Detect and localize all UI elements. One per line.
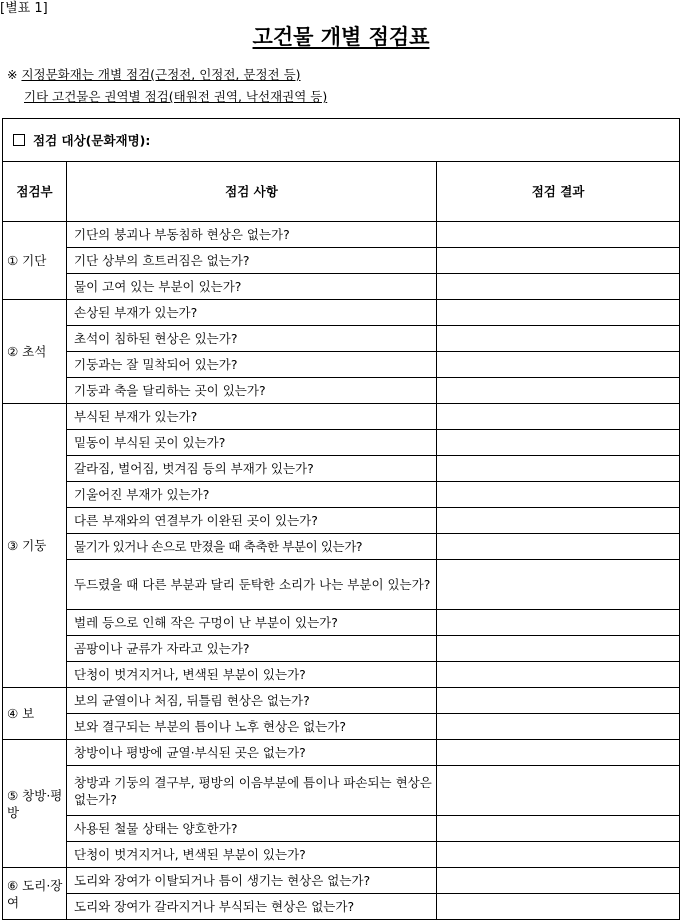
check-item: 물기가 있거나 손으로 만졌을 때 축축한 부분이 있는가? <box>67 534 437 560</box>
check-item: 초석이 침하된 현상은 있는가? <box>67 326 437 352</box>
check-item: 사용된 철물 상태는 양호한가? <box>67 816 437 842</box>
check-item: 밑동이 부식된 곳이 있는가? <box>67 430 437 456</box>
result-cell[interactable] <box>437 610 680 636</box>
header-part: 점검부 <box>3 162 67 222</box>
result-cell[interactable] <box>437 636 680 662</box>
result-cell[interactable] <box>437 482 680 508</box>
section-name: ⑤ 창방·평방 <box>3 740 67 868</box>
header-item: 점검 사항 <box>67 162 437 222</box>
result-cell[interactable] <box>437 688 680 714</box>
page-title-text: 고건물 개별 점검표 <box>252 25 430 49</box>
result-cell[interactable] <box>437 894 680 920</box>
section-name: ② 초석 <box>3 300 67 404</box>
check-item: 벌레 등으로 인해 작은 구멍이 난 부분이 있는가? <box>67 610 437 636</box>
note-line-2 <box>24 89 327 105</box>
result-cell[interactable] <box>437 248 680 274</box>
inspection-target-label: 점검 대상(문화재명): <box>33 132 151 148</box>
result-cell[interactable] <box>437 816 680 842</box>
result-cell[interactable] <box>437 300 680 326</box>
check-item: 단청이 벗겨지거나, 변색된 부분이 있는가? <box>67 842 437 868</box>
result-cell[interactable] <box>437 868 680 894</box>
result-cell[interactable] <box>437 842 680 868</box>
section-name: ③ 기둥 <box>3 404 67 688</box>
result-cell[interactable] <box>437 326 680 352</box>
note-mark: ※ <box>7 67 22 82</box>
checkbox-icon[interactable] <box>13 134 25 146</box>
inspection-table <box>2 118 680 920</box>
check-item: 두드렸을 때 다른 부분과 달리 둔탁한 소리가 나는 부분이 있는가? <box>67 560 437 610</box>
check-item: 기둥과는 잘 밀착되어 있는가? <box>67 352 437 378</box>
result-cell[interactable] <box>437 456 680 482</box>
check-item: 손상된 부재가 있는가? <box>67 300 437 326</box>
result-cell[interactable] <box>437 714 680 740</box>
check-item: 도리와 장여가 갈라지거나 부식되는 현상은 없는가? <box>67 894 437 920</box>
check-item: 물이 고여 있는 부분이 있는가? <box>67 274 437 300</box>
note-line-1-text: 지정문화재는 개별 점검(근정전, 인정전, 문정전 등) <box>21 67 301 82</box>
note-line-2-text: 기타 고건물은 권역별 점검(태원전 권역, 낙선재권역 등) <box>24 89 328 104</box>
section-name: ⑥ 도리·장여 <box>3 868 67 920</box>
result-cell[interactable] <box>437 352 680 378</box>
result-cell[interactable] <box>437 378 680 404</box>
check-item: 곰팡이나 균류가 자라고 있는가? <box>67 636 437 662</box>
section-name: ④ 보 <box>3 688 67 740</box>
result-cell[interactable] <box>437 662 680 688</box>
result-cell[interactable] <box>437 430 680 456</box>
check-item: 보와 결구되는 부분의 틈이나 노후 현상은 없는가? <box>67 714 437 740</box>
check-item: 다른 부재와의 연결부가 이완된 곳이 있는가? <box>67 508 437 534</box>
check-item: 기단의 붕괴나 부동침하 현상은 없는가? <box>67 222 437 248</box>
check-item: 부식된 부재가 있는가? <box>67 404 437 430</box>
header-result: 점검 결과 <box>437 162 680 222</box>
annex-label: [별표 1] <box>0 1 48 16</box>
inspection-target-row <box>3 119 680 162</box>
result-cell[interactable] <box>437 766 680 816</box>
check-item: 도리와 장여가 이탈되거나 틈이 생기는 현상은 없는가? <box>67 868 437 894</box>
check-item: 기울어진 부재가 있는가? <box>67 482 437 508</box>
check-item: 기단 상부의 흐트러짐은 없는가? <box>67 248 437 274</box>
check-item: 기둥과 축을 달리하는 곳이 있는가? <box>67 378 437 404</box>
section-name: ① 기단 <box>3 222 67 300</box>
check-item: 단청이 벗겨지거나, 변색된 부분이 있는가? <box>67 662 437 688</box>
result-cell[interactable] <box>437 508 680 534</box>
result-cell[interactable] <box>437 404 680 430</box>
result-cell[interactable] <box>437 740 680 766</box>
check-item: 창방과 기둥의 결구부, 평방의 이음부분에 틈이나 파손되는 현상은 없는가? <box>67 766 437 816</box>
note-line-1 <box>7 67 301 83</box>
result-cell[interactable] <box>437 534 680 560</box>
check-item: 보의 균열이나 처짐, 뒤틀림 현상은 없는가? <box>67 688 437 714</box>
page-title <box>0 22 682 52</box>
result-cell[interactable] <box>437 274 680 300</box>
result-cell[interactable] <box>437 222 680 248</box>
check-item: 창방이나 평방에 균열·부식된 곳은 없는가? <box>67 740 437 766</box>
result-cell[interactable] <box>437 560 680 610</box>
check-item: 갈라짐, 벌어짐, 벗겨짐 등의 부재가 있는가? <box>67 456 437 482</box>
